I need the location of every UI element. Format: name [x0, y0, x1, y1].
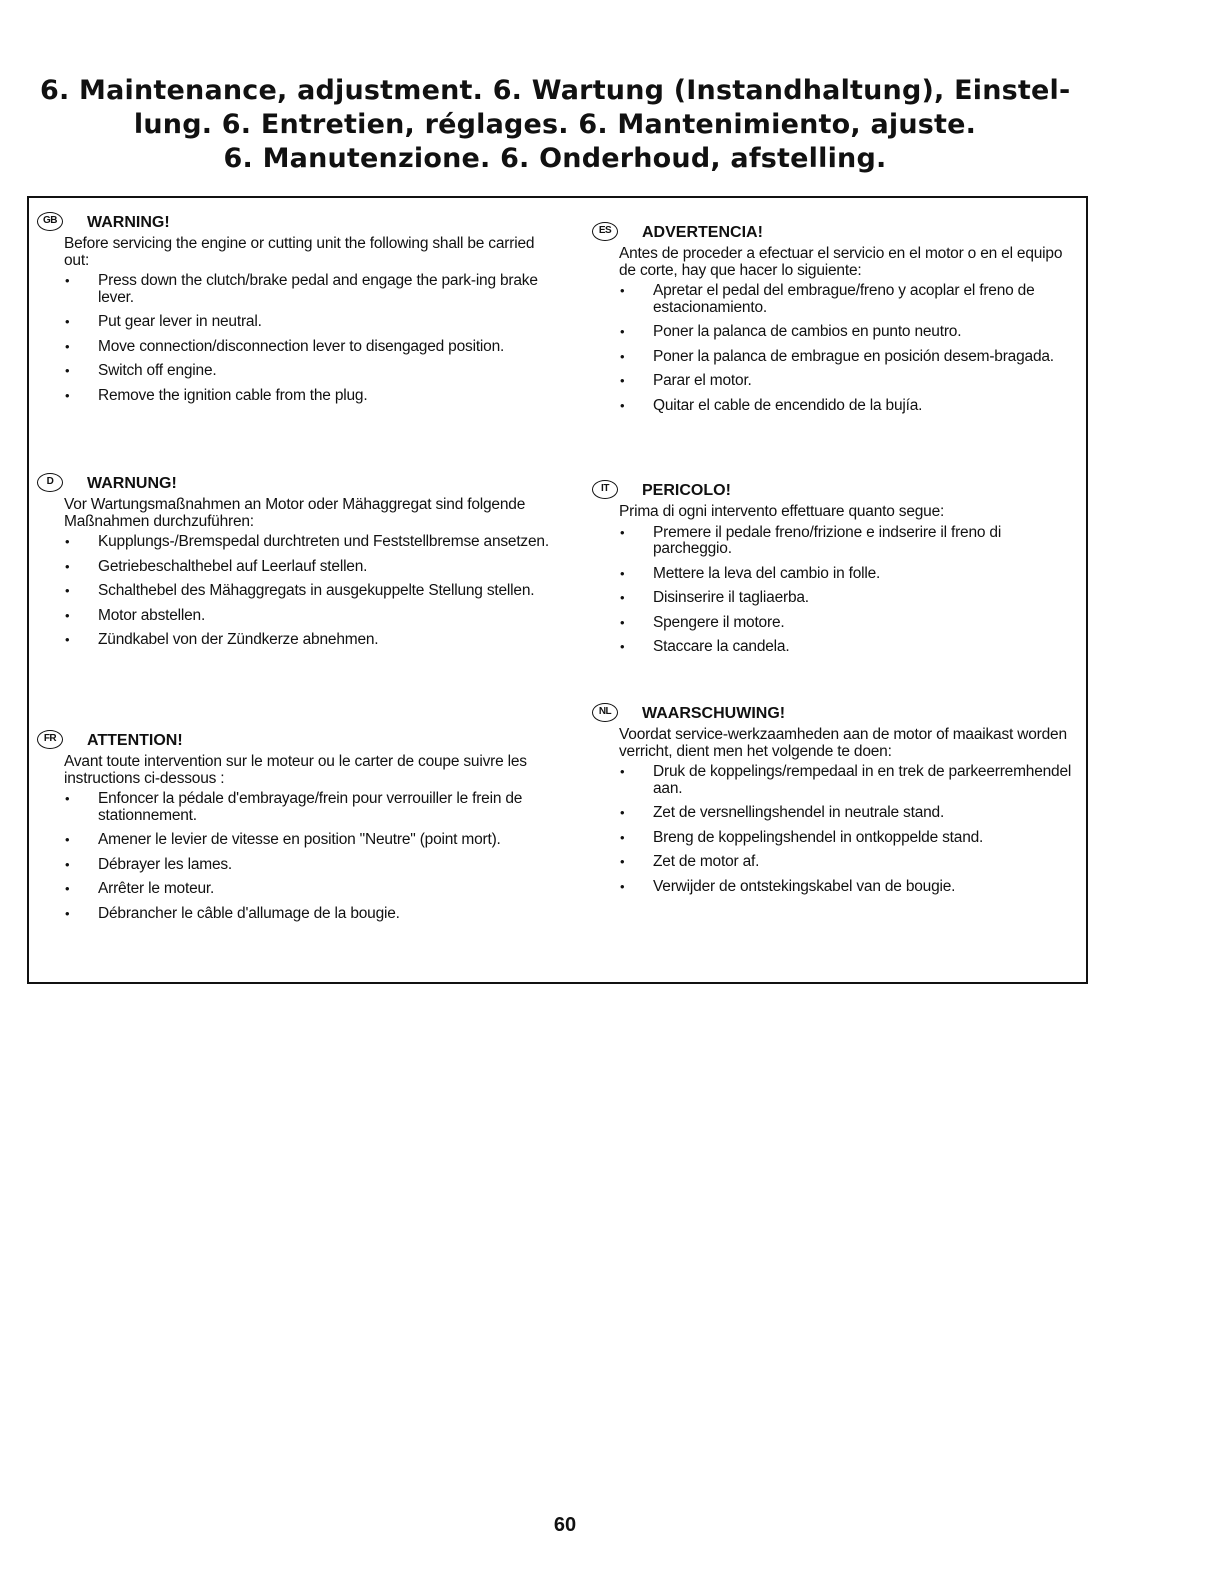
section-de [37, 473, 551, 657]
list-item: • Remove the ignition cable from the plug. [37, 388, 551, 405]
page-number: 60 [553, 1514, 577, 1536]
list-item: • Move connection/disconnection lever to disengaged position. [37, 339, 551, 356]
list-item: • Breng de koppelingshendel in ontkoppelde stand. [592, 830, 1072, 847]
list-item: • Enfoncer la pédale d'embrayage/frein pour verrouiller le frein de stationnement. [37, 791, 551, 824]
list-item: • Zündkabel von der Zündkerze abnehmen. [37, 632, 551, 649]
list-item: • Débrancher le câble d'allumage de la bougie. [37, 906, 551, 923]
list-item: • Quitar el cable de encendido de la bujía. [592, 398, 1072, 415]
list-item: • Arrêter le moteur. [37, 881, 551, 898]
bullet-list [592, 283, 1072, 414]
language-badge-fr-icon: FR [37, 730, 63, 749]
bullet-list [37, 273, 551, 404]
section-es [592, 222, 1072, 422]
section-intro: Voordat service-werkzaamheden aan de motor of maaikast worden verricht, dient men het volgende te doen: [619, 726, 1067, 760]
section-fr [37, 730, 551, 930]
list-item: • Parar el motor. [592, 373, 1072, 390]
list-item: • Switch off engine. [37, 363, 551, 380]
list-item: • Press down the clutch/brake pedal and engage the park-ing brake lever. [37, 273, 551, 306]
list-item: • Staccare la candela. [592, 639, 1072, 656]
section-it [592, 480, 1072, 664]
language-badge-nl-icon: NL [592, 703, 618, 722]
bullet-list [37, 791, 551, 922]
section-nl [592, 703, 1072, 903]
list-item: • Mettere la leva del cambio in folle. [592, 566, 1072, 583]
section-title: WAARSCHUWING! [642, 705, 786, 722]
section-title: ATTENTION! [87, 732, 183, 749]
list-item: • Motor abstellen. [37, 608, 551, 625]
list-item: • Kupplungs-/Bremspedal durchtreten und Feststellbremse ansetzen. [37, 534, 551, 551]
list-item: • Zet de versnellingshendel in neutrale stand. [592, 805, 1072, 822]
section-title: WARNING! [87, 214, 170, 231]
section-gb [37, 212, 551, 412]
list-item: • Amener le levier de vitesse en position "Neutre" (point mort). [37, 832, 551, 849]
language-badge-es-icon: ES [592, 222, 618, 241]
bullet-list [592, 525, 1072, 656]
section-intro: Avant toute intervention sur le moteur ou le carter de coupe suivre les instructions ci-dessous : [64, 753, 527, 787]
list-item: • Spengere il motore. [592, 615, 1072, 632]
language-badge-gb-icon: GB [37, 212, 63, 231]
section-title: ADVERTENCIA! [642, 224, 763, 241]
list-item: • Zet de motor af. [592, 854, 1072, 871]
warning-box [27, 196, 1088, 984]
section-intro: Vor Wartungsmaßnahmen an Motor oder Mähaggregat sind folgende Maßnahmen durchzuführen: [64, 496, 526, 530]
page-title-line: lung. 6. Entretien, réglages. 6. Mantenimiento, ajuste. [133, 109, 977, 140]
section-title: PERICOLO! [642, 482, 731, 499]
list-item: • Apretar el pedal del embrague/freno y acoplar el freno de estacionamiento. [592, 283, 1072, 316]
language-badge-it-icon: IT [592, 480, 618, 499]
list-item: • Premere il pedale freno/frizione e indserire il freno di parcheggio. [592, 525, 1072, 558]
list-item: • Poner la palanca de cambios en punto neutro. [592, 324, 1072, 341]
page-title-line: 6. Manutenzione. 6. Onderhoud, afstelling. [223, 143, 887, 174]
list-item: • Débrayer les lames. [37, 857, 551, 874]
bullet-list [37, 534, 551, 649]
list-item: • Disinserire il tagliaerba. [592, 590, 1072, 607]
list-item: • Druk de koppelings/rempedaal in en trek de parkeerremhendel aan. [592, 764, 1072, 797]
section-title: WARNUNG! [87, 475, 177, 492]
bullet-list [592, 764, 1072, 895]
list-item: • Put gear lever in neutral. [37, 314, 551, 331]
list-item: • Getriebeschalthebel auf Leerlauf stellen. [37, 559, 551, 576]
section-intro: Prima di ogni intervento effettuare quanto segue: [619, 503, 945, 520]
page-title [40, 74, 1070, 176]
list-item: • Verwijder de ontstekingskabel van de bougie. [592, 879, 1072, 896]
page-title-line: 6. Maintenance, adjustment. 6. Wartung (Instandhaltung), Einstel- [40, 75, 1071, 106]
section-intro: Before servicing the engine or cutting unit the following shall be carried out: [64, 235, 535, 269]
language-badge-de-icon: D [37, 473, 63, 492]
list-item: • Schalthebel des Mähaggregats in ausgekuppelte Stellung stellen. [37, 583, 551, 600]
list-item: • Poner la palanca de embrague en posición desem-bragada. [592, 349, 1072, 366]
section-intro: Antes de proceder a efectuar el servicio en el motor o en el equipo de corte, hay que hacer lo siguiente: [619, 245, 1063, 279]
